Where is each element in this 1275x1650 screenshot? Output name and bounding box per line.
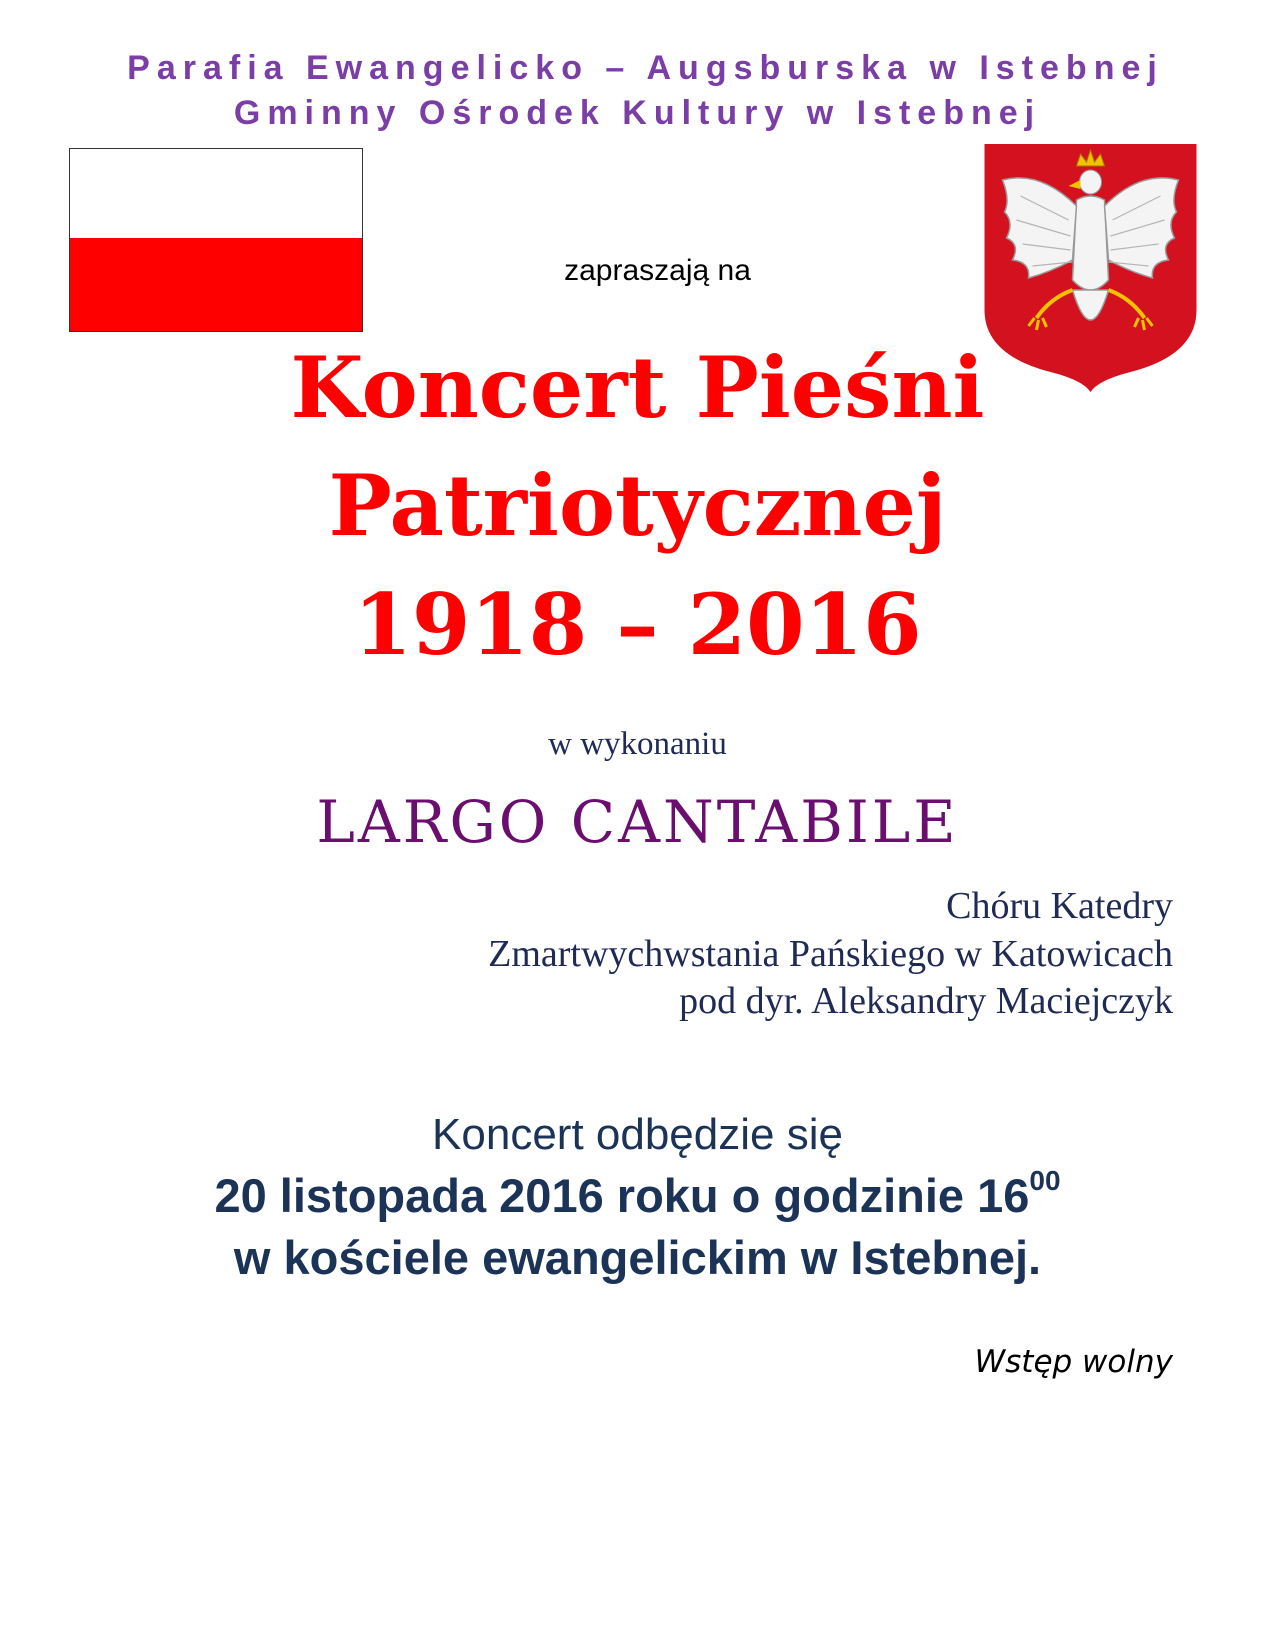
event-date-text: 20 listopada 2016 roku o godzinie 16 xyxy=(214,1169,1030,1222)
organizer-line-1: Parafia Ewangelicko – Augsburska w Istebnej xyxy=(127,49,1164,87)
choir-line-3: pod dyr. Aleksandry Maciejczyk xyxy=(679,980,1173,1022)
ensemble-name: LARGO CANTABILE xyxy=(316,788,959,856)
organizer-line-2: Gminny Ośrodek Kultury w Istebnej xyxy=(233,94,1042,132)
event-date-time xyxy=(0,1165,1275,1223)
flag-white-stripe xyxy=(70,149,362,238)
polish-flag-image xyxy=(69,148,363,332)
concert-years: 1918 – 2016 xyxy=(353,575,922,674)
invite-text: zapraszają na xyxy=(564,254,751,287)
choir-line-2: Zmartwychwstania Pańskiego w Katowicach xyxy=(488,933,1173,975)
choir-line-1: Chóru Katedry xyxy=(946,885,1173,927)
performed-by-text: w wykonaniu xyxy=(548,726,727,762)
event-time-minutes: 00 xyxy=(1029,1165,1061,1196)
concert-title-line-1: Koncert Pieśni xyxy=(290,338,985,437)
event-place: w kościele ewangelickim w Istebnej. xyxy=(233,1231,1042,1284)
event-intro: Koncert odbędzie się xyxy=(432,1110,843,1159)
concert-title-line-2: Patriotycznej xyxy=(328,456,947,555)
admission-note: Wstęp wolny xyxy=(974,1344,1173,1380)
